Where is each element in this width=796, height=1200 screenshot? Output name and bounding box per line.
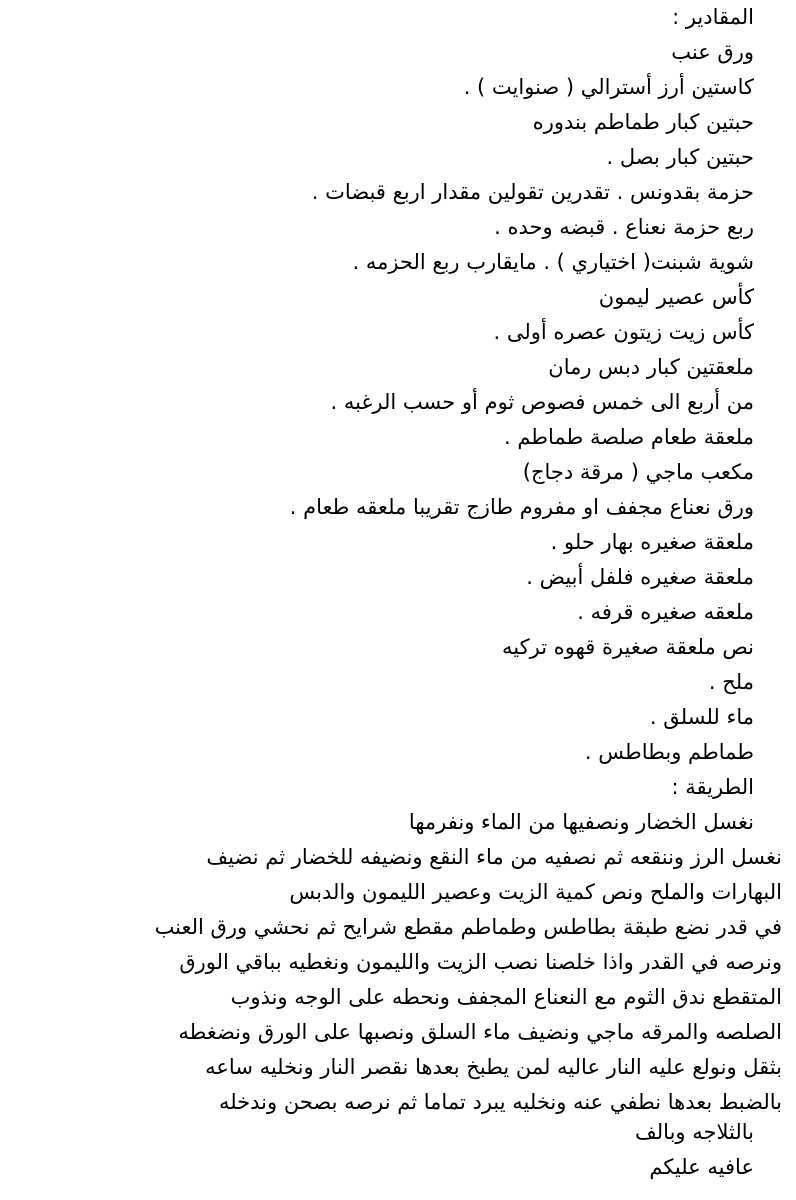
ingredient-line: شوية شبنت( اختياري ) . مايقارب ربع الحزمه . — [352, 250, 754, 274]
method-line: نغسل الخضار ونصفيها من الماء ونفرمها — [408, 810, 754, 834]
ingredient-line: مكعب ماجي ( مرقة دجاج) — [522, 460, 754, 484]
method-line: بالضبط بعدها نطفي عنه ونخليه يبرد تماما ثم نرصه بصحن وندخله — [218, 1090, 782, 1114]
ingredient-line: حبتين كبار طماطم بندوره — [532, 110, 754, 134]
ingredients-heading: المقادير : — [672, 5, 754, 29]
method-line: نغسل الرز وننقعه ثم نصفيه من ماء النقع ونضيفه للخضار ثم نضيف — [206, 845, 782, 869]
ingredient-line: كأس عصير ليمون — [598, 285, 754, 309]
ingredient-line: من أربع الى خمس فصوص ثوم أو حسب الرغبه . — [330, 390, 754, 414]
method-line: المتقطع ندق الثوم مع النعناع المجفف ونحطه على الوجه ونذوب — [230, 985, 782, 1009]
ingredient-line: حزمة بقدونس . تقدرين تقولين مقدار اربع قبضات . — [311, 180, 754, 204]
method-line: ونرصه في القدر واذا خلصنا نصب الزيت والليمون ونغطيه بباقي الورق — [179, 950, 782, 974]
method-line: بثقل ونولع عليه النار عاليه لمن يطبخ بعدها نقصر النار ونخليه ساعه — [205, 1055, 782, 1079]
method-line: الصلصه والمرقه ماجي ونضيف ماء السلق ونصبها على الورق ونضغطه — [178, 1020, 782, 1044]
ingredient-line: ورق نعناع مجفف او مفروم طازج تقريبا ملعقه طعام . — [289, 495, 754, 519]
closing-line: عافيه عليكم — [649, 1155, 754, 1179]
method-line: في قدر نضع طبقة بطاطس وطماطم مقطع شرايح ثم نحشي ورق العنب — [154, 915, 782, 939]
ingredient-line: ربع حزمة نعناع . قبضه وحده . — [494, 215, 754, 239]
ingredient-line: نص ملعقة صغيرة قهوه تركيه — [502, 635, 754, 659]
method-line: البهارات والملح ونص كمية الزيت وعصير الليمون والدبس — [289, 880, 782, 904]
ingredient-line: حبتين كبار بصل . — [606, 145, 754, 169]
method-line: بالثلاجه وبالف — [635, 1120, 754, 1144]
ingredient-line: ملعقتين كبار دبس رمان — [548, 355, 754, 379]
ingredient-line: ملعقة طعام صلصة طماطم . — [503, 425, 754, 449]
ingredient-line: ماء للسلق . — [649, 705, 754, 729]
ingredient-line: ملعقة صغيره فلفل أبيض . — [526, 565, 754, 589]
ingredient-line: كأس زيت زيتون عصره أولى . — [493, 320, 754, 344]
method-heading: الطريقة : — [671, 775, 754, 799]
ingredient-line: ملعقه صغيره قرفه . — [577, 600, 754, 624]
ingredient-line: طماطم وبطاطس . — [584, 740, 754, 764]
ingredient-line: ملعقة صغيره بهار حلو . — [550, 530, 754, 554]
ingredient-line: ورق عنب — [671, 40, 754, 64]
ingredient-line: ملح . — [708, 670, 754, 694]
ingredient-line: كاستين أرز أسترالي ( صنوايت ) . — [463, 75, 754, 99]
